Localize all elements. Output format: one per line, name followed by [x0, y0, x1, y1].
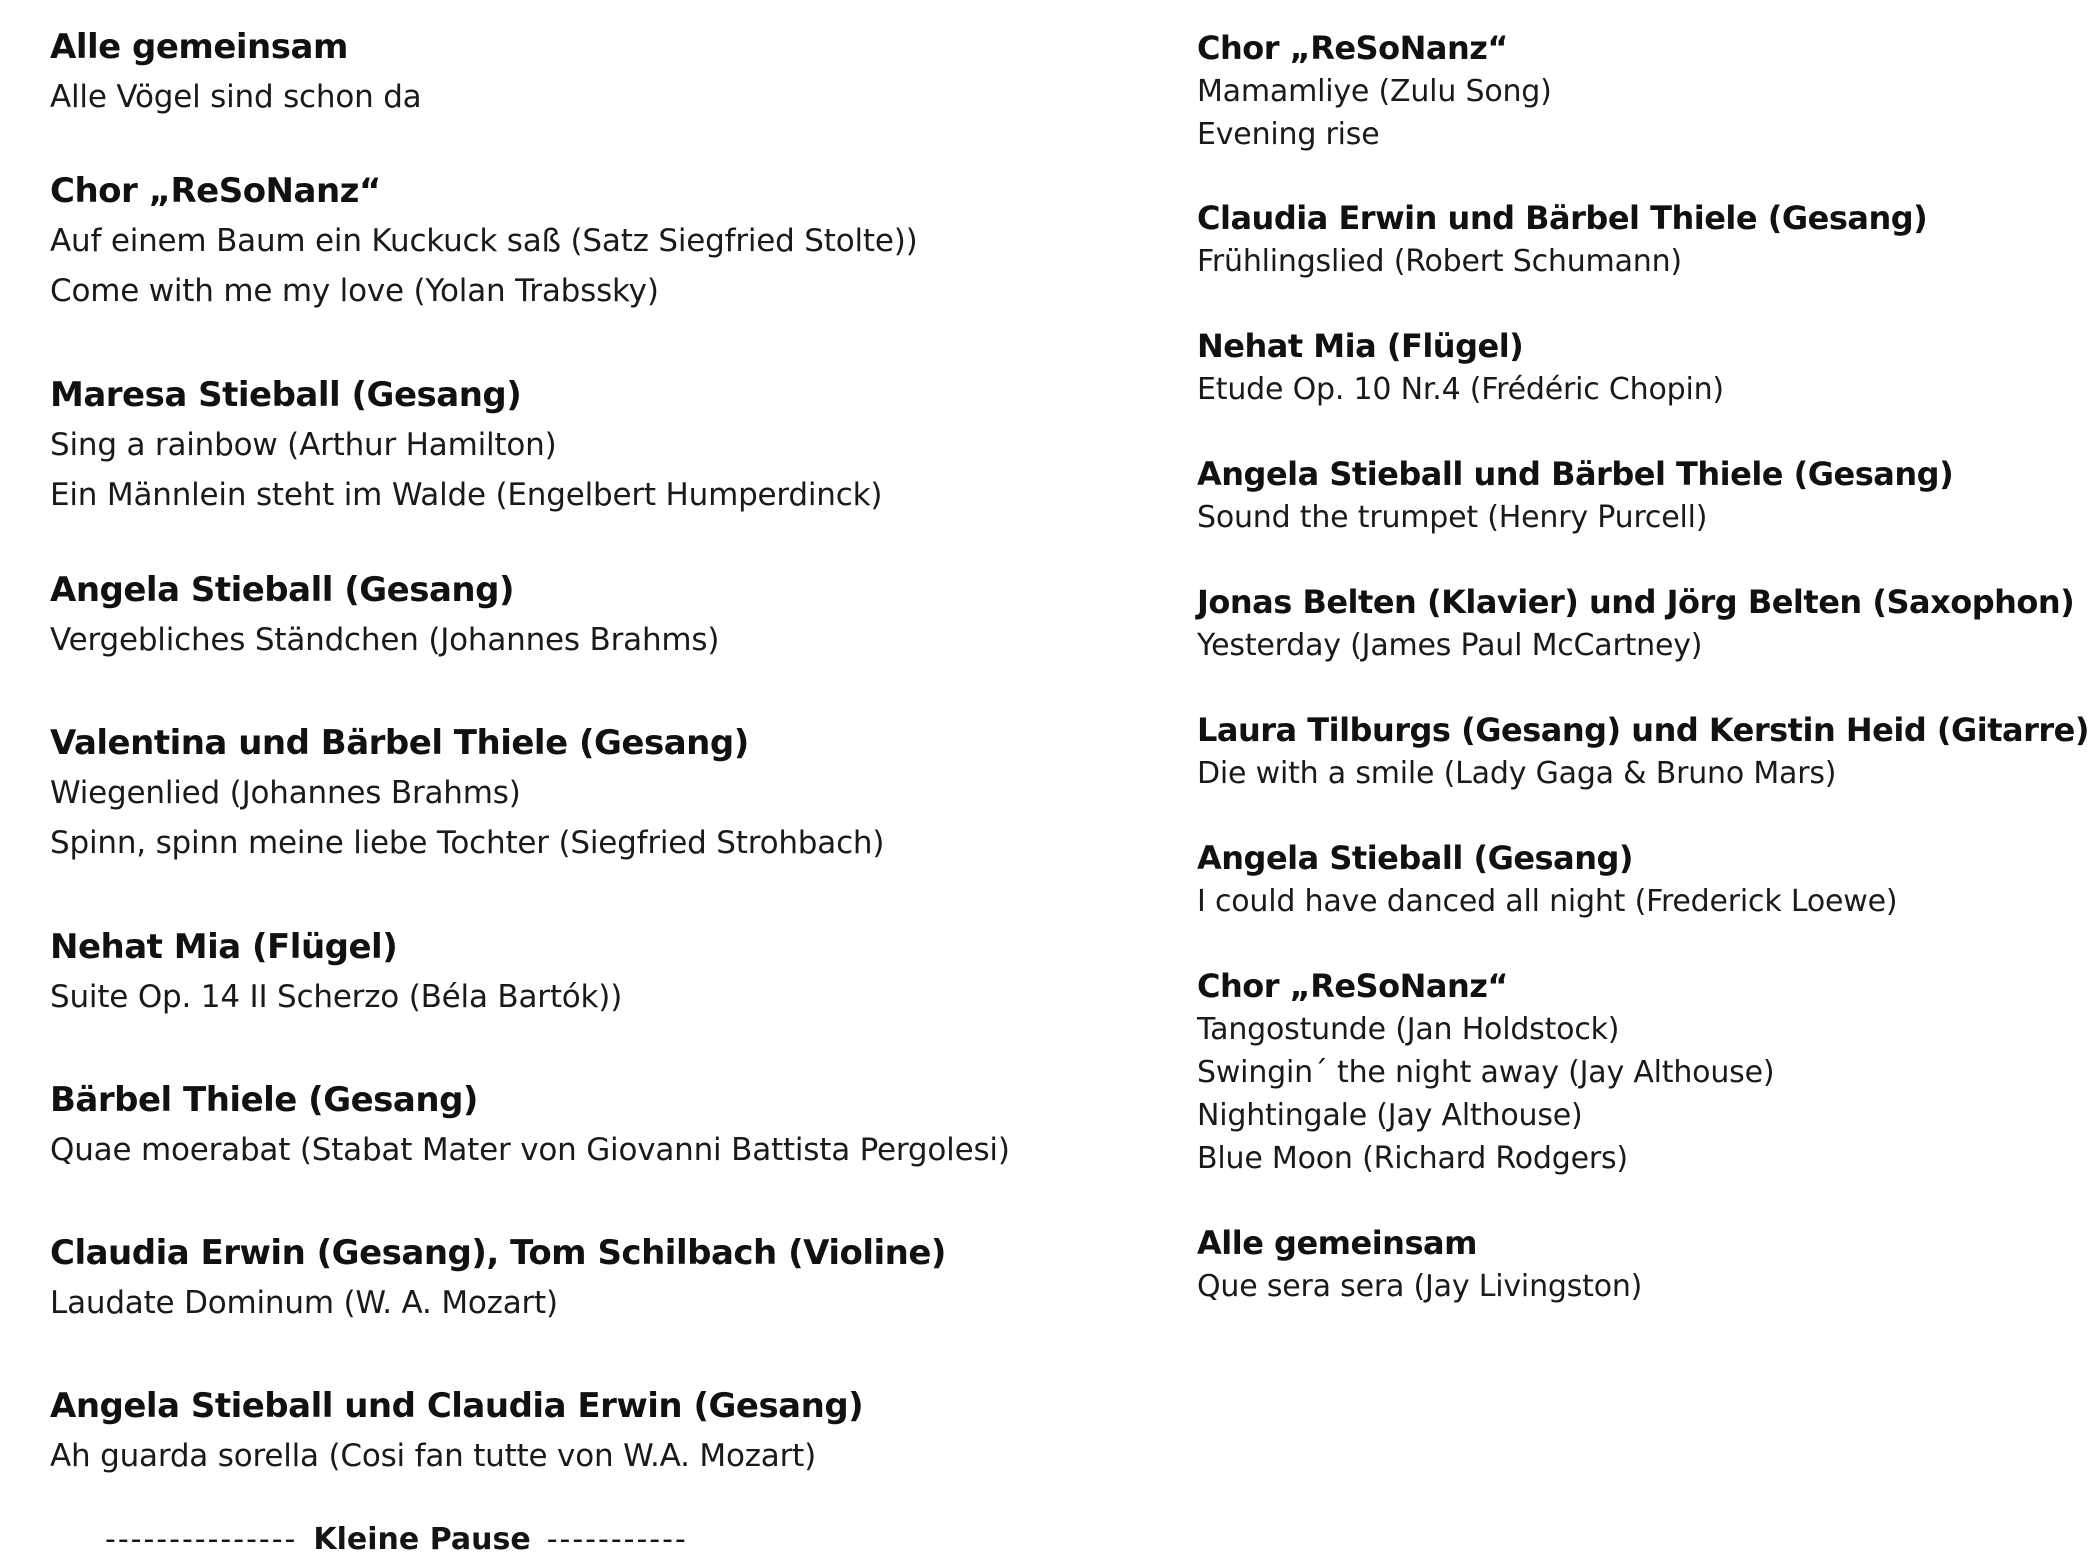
- piece-line: Come with me my love (Yolan Trabssky): [50, 273, 659, 309]
- program-entry: [50, 1075, 1010, 1175]
- piece-line: Nightingale (Jay Althouse): [1197, 1098, 1583, 1133]
- piece-line: Mamamliye (Zulu Song): [1197, 74, 1552, 109]
- performer-heading: Angela Stieball und Bärbel Thiele (Gesang): [1197, 455, 1954, 493]
- performer-heading: Chor „ReSoNanz“: [50, 171, 381, 211]
- program-entry: [50, 718, 884, 868]
- piece-line: Die with a smile (Lady Gaga & Bruno Mars): [1197, 756, 1837, 791]
- performer-heading: Claudia Erwin (Gesang), Tom Schilbach (Violine): [50, 1233, 946, 1273]
- piece-line: Alle Vögel sind schon da: [50, 79, 422, 115]
- piece-line: I could have danced all night (Frederick Loewe): [1197, 884, 1898, 919]
- performer-heading: Laura Tilburgs (Gesang) und Kerstin Heid (Gitarre): [1197, 711, 2089, 749]
- program-entry: [1197, 837, 1897, 923]
- piece-line: Vergebliches Ständchen (Johannes Brahms): [50, 622, 720, 658]
- performer-heading: Angela Stieball und Claudia Erwin (Gesang): [50, 1386, 864, 1426]
- piece-line: Quae moerabat (Stabat Mater von Giovanni Battista Pergolesi): [50, 1132, 1010, 1168]
- piece-line: Blue Moon (Richard Rodgers): [1197, 1141, 1628, 1176]
- piece-line: Etude Op. 10 Nr.4 (Frédéric Chopin): [1197, 372, 1724, 407]
- pause-divider: [105, 1520, 688, 1560]
- program-entry: [1197, 453, 1953, 539]
- program-entry: [1197, 1222, 1642, 1308]
- piece-line: Ah guarda sorella (Cosi fan tutte von W.A. Mozart): [50, 1438, 816, 1474]
- piece-line: Auf einem Baum ein Kuckuck saß (Satz Siegfried Stolte)): [50, 223, 918, 259]
- program-entry: [50, 166, 918, 316]
- program-entry: [50, 565, 719, 665]
- performer-heading: Chor „ReSoNanz“: [1197, 29, 1508, 67]
- program-entry: [50, 1228, 946, 1328]
- performer-heading: Angela Stieball (Gesang): [1197, 839, 1633, 877]
- piece-line: Swingin´ the night away (Jay Althouse): [1197, 1055, 1775, 1090]
- performer-heading: Jonas Belten (Klavier) und Jörg Belten (Saxophon): [1197, 583, 2075, 621]
- performer-heading: Angela Stieball (Gesang): [50, 570, 514, 610]
- piece-line: Frühlingslied (Robert Schumann): [1197, 244, 1682, 279]
- program-entry: [50, 1381, 863, 1481]
- performer-heading: Alle gemeinsam: [1197, 1224, 1477, 1262]
- program-entry: [50, 922, 622, 1022]
- piece-line: Que sera sera (Jay Livingston): [1197, 1269, 1643, 1304]
- piece-line: Ein Männlein steht im Walde (Engelbert Humperdinck): [50, 477, 883, 513]
- piece-line: Spinn, spinn meine liebe Tochter (Siegfried Strohbach): [50, 825, 885, 861]
- piece-line: Sing a rainbow (Arthur Hamilton): [50, 427, 557, 463]
- piece-line: Laudate Dominum (W. A. Mozart): [50, 1285, 558, 1321]
- performer-heading: Chor „ReSoNanz“: [1197, 967, 1508, 1005]
- piece-line: Suite Op. 14 II Scherzo (Béla Bartók)): [50, 979, 623, 1015]
- performer-heading: Valentina und Bärbel Thiele (Gesang): [50, 723, 749, 763]
- program-entry: [1197, 27, 1552, 156]
- performer-heading: Bärbel Thiele (Gesang): [50, 1080, 478, 1120]
- program-entry: [50, 370, 882, 520]
- performer-heading: Nehat Mia (Flügel): [1197, 327, 1524, 365]
- pause-dashes-right: -----------: [546, 1522, 688, 1557]
- piece-line: Evening rise: [1197, 117, 1380, 152]
- performer-heading: Alle gemeinsam: [50, 27, 348, 67]
- program-entry: [1197, 197, 1927, 283]
- program-entry: [1197, 965, 1774, 1180]
- program-entry: [1197, 325, 1724, 411]
- program-entry: [1197, 709, 2089, 795]
- performer-heading: Maresa Stieball (Gesang): [50, 375, 522, 415]
- piece-line: Yesterday (James Paul McCartney): [1197, 628, 1703, 663]
- pause-label: Kleine Pause: [313, 1522, 531, 1557]
- program-entry: [1197, 581, 2074, 667]
- piece-line: Sound the trumpet (Henry Purcell): [1197, 500, 1708, 535]
- performer-heading: Nehat Mia (Flügel): [50, 927, 398, 967]
- program-entry: [50, 22, 421, 122]
- piece-line: Tangostunde (Jan Holdstock): [1197, 1012, 1620, 1047]
- piece-line: Wiegenlied (Johannes Brahms): [50, 775, 521, 811]
- pause-dashes-left: ---------------: [105, 1522, 298, 1557]
- performer-heading: Claudia Erwin und Bärbel Thiele (Gesang): [1197, 199, 1928, 237]
